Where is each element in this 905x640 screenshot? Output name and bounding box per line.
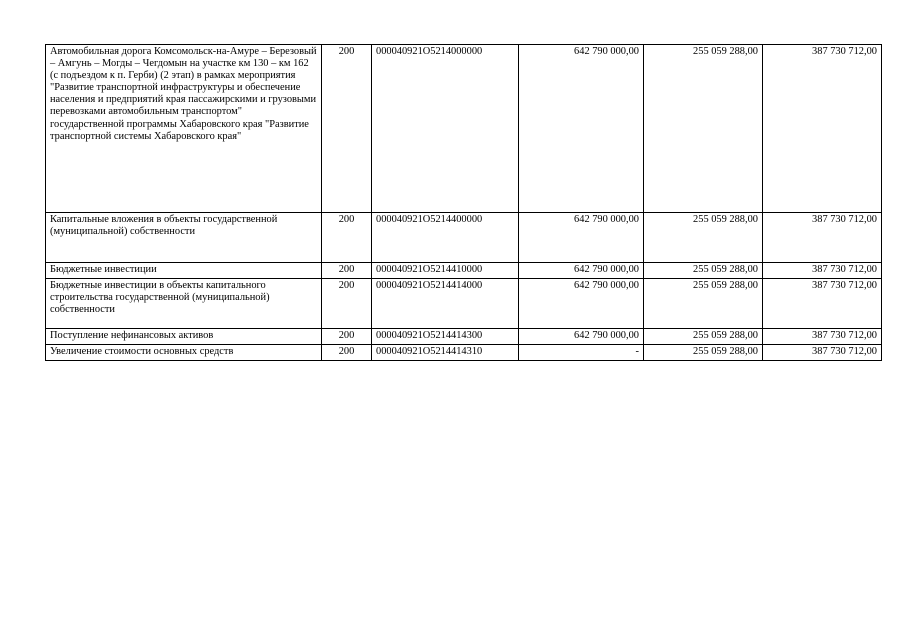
row-plan-amount: 642 790 000,00 [519,279,644,329]
row-executed-amount: 255 059 288,00 [644,329,763,345]
row-line-code: 200 [322,263,372,279]
row-executed-amount: 255 059 288,00 [644,279,763,329]
row-plan-amount: 642 790 000,00 [519,329,644,345]
table-row [46,213,882,263]
row-executed-amount: 255 059 288,00 [644,45,763,213]
budget-execution-table [45,44,882,361]
table-row [46,279,882,329]
row-remaining-amount: 387 730 712,00 [763,329,882,345]
row-name: Увеличение стоимости основных средств [46,345,322,361]
row-classification-code: 000040921О5214000000 [372,45,519,213]
row-line-code: 200 [322,279,372,329]
row-executed-amount: 255 059 288,00 [644,345,763,361]
row-remaining-amount: 387 730 712,00 [763,263,882,279]
row-classification-code: 000040921О5214414310 [372,345,519,361]
row-line-code: 200 [322,329,372,345]
row-executed-amount: 255 059 288,00 [644,213,763,263]
row-name: Бюджетные инвестиции в объекты капитального строительства государственной (муниципальной) собственности [46,279,322,329]
row-plan-amount: - [519,345,644,361]
row-plan-amount: 642 790 000,00 [519,213,644,263]
row-name: Капитальные вложения в объекты государственной (муниципальной) собственности [46,213,322,263]
row-line-code: 200 [322,45,372,213]
row-remaining-amount: 387 730 712,00 [763,345,882,361]
row-line-code: 200 [322,345,372,361]
row-remaining-amount: 387 730 712,00 [763,279,882,329]
row-line-code: 200 [322,213,372,263]
row-remaining-amount: 387 730 712,00 [763,213,882,263]
row-classification-code: 000040921О5214414300 [372,329,519,345]
row-classification-code: 000040921О5214400000 [372,213,519,263]
row-remaining-amount: 387 730 712,00 [763,45,882,213]
table-row [46,263,882,279]
row-name: Бюджетные инвестиции [46,263,322,279]
row-name: Автомобильная дорога Комсомольск-на-Амуре – Березовый – Амгунь – Могды – Чегдомын на участке км 130 – км 162 (с подъездом к п. Герби) (2 этап) в рамках мероприятия "Развитие транспортной инфраструктуры и обеспечение населения и предприятий края пассажирскими и грузовыми перевозками автомобильным транспортом" государственной программы Хабаровского края "Развитие транспортной системы Хабаровского края" [46,45,322,213]
row-plan-amount: 642 790 000,00 [519,263,644,279]
table-row [46,345,882,361]
table-row [46,329,882,345]
row-plan-amount: 642 790 000,00 [519,45,644,213]
row-executed-amount: 255 059 288,00 [644,263,763,279]
table-row [46,45,882,213]
row-classification-code: 000040921О5214410000 [372,263,519,279]
row-name: Поступление нефинансовых активов [46,329,322,345]
row-classification-code: 000040921О5214414000 [372,279,519,329]
